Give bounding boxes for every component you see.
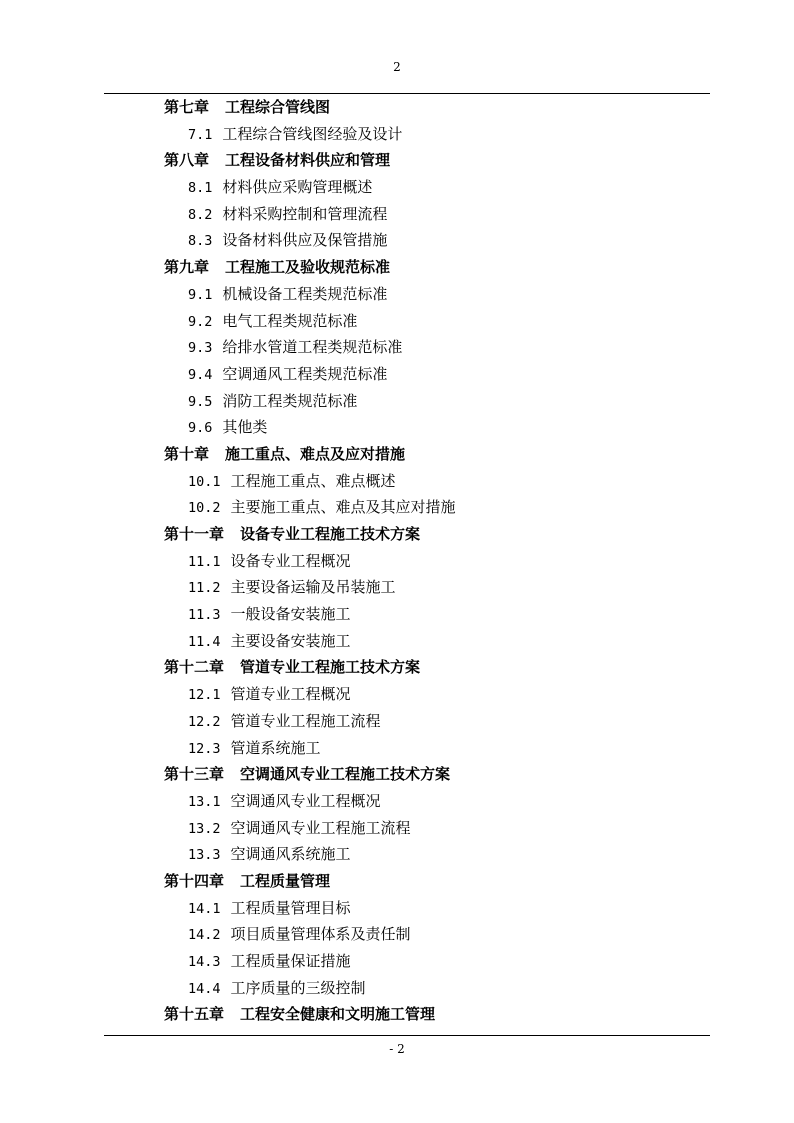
chapter-number: 第九章 <box>164 258 210 277</box>
chapter-number: 第十四章 <box>164 871 225 890</box>
section-title: 管道系统施工 <box>230 738 321 757</box>
section-number: 9.4 <box>188 366 213 383</box>
section-title: 空调通风系统施工 <box>230 845 351 864</box>
toc-section-entry <box>164 921 724 948</box>
table-of-contents <box>164 94 724 1028</box>
section-title: 给排水管道工程类规范标准 <box>222 338 403 357</box>
section-title: 工程施工重点、难点概述 <box>230 471 396 490</box>
footer-rule <box>104 1035 710 1036</box>
section-title: 电气工程类规范标准 <box>222 311 358 330</box>
toc-chapter-entry <box>164 868 724 895</box>
chapter-title: 工程综合管线图 <box>225 98 331 116</box>
toc-section-entry <box>164 414 724 441</box>
section-number: 12.3 <box>188 740 221 757</box>
toc-chapter-entry <box>164 521 724 548</box>
section-title: 设备材料供应及保管措施 <box>222 231 388 250</box>
section-number: 11.1 <box>188 553 221 570</box>
chapter-number: 第八章 <box>164 151 210 170</box>
toc-section-entry <box>164 201 724 228</box>
section-title: 空调通风专业工程施工流程 <box>230 818 411 837</box>
section-title: 主要设备安装施工 <box>230 631 351 650</box>
toc-section-entry <box>164 334 724 361</box>
toc-section-entry <box>164 735 724 762</box>
chapter-number: 第十五章 <box>164 1005 225 1024</box>
toc-chapter-entry <box>164 1001 724 1028</box>
chapter-title: 空调通风专业工程施工技术方案 <box>240 765 451 784</box>
toc-section-entry <box>164 121 724 148</box>
toc-section-entry <box>164 174 724 201</box>
toc-section-entry <box>164 948 724 975</box>
section-number: 13.1 <box>188 793 221 810</box>
toc-section-entry <box>164 574 724 601</box>
section-number: 9.1 <box>188 286 213 303</box>
chapter-number: 第十一章 <box>164 525 225 543</box>
section-number: 14.1 <box>188 900 221 917</box>
section-number: 8.2 <box>188 206 213 223</box>
section-number: 14.2 <box>188 927 221 944</box>
section-number: 11.2 <box>188 580 221 597</box>
chapter-number: 第十三章 <box>164 765 225 784</box>
chapter-title: 工程设备材料供应和管理 <box>225 151 391 170</box>
section-title: 一般设备安装施工 <box>230 605 351 624</box>
chapter-title: 工程安全健康和文明施工管理 <box>240 1005 436 1024</box>
chapter-title: 工程施工及验收规范标准 <box>225 258 391 277</box>
section-number: 11.3 <box>188 607 221 624</box>
section-title: 工序质量的三级控制 <box>230 978 366 997</box>
section-number: 9.5 <box>188 393 213 410</box>
section-title: 设备专业工程概况 <box>230 551 351 570</box>
toc-chapter-entry <box>164 654 724 681</box>
toc-section-entry <box>164 788 724 815</box>
section-title: 项目质量管理体系及责任制 <box>230 925 411 944</box>
toc-section-entry <box>164 841 724 868</box>
section-title: 工程质量保证措施 <box>230 952 351 970</box>
toc-section-entry <box>164 628 724 655</box>
section-number: 12.2 <box>188 713 221 730</box>
footer-page-number: - 2 <box>389 1042 405 1056</box>
toc-section-entry <box>164 708 724 735</box>
chapter-title: 设备专业工程施工技术方案 <box>240 525 421 543</box>
section-title: 管道专业工程概况 <box>230 685 351 704</box>
toc-section-entry <box>164 548 724 575</box>
toc-section-entry <box>164 308 724 335</box>
section-title: 空调通风专业工程概况 <box>230 791 381 810</box>
section-number: 14.3 <box>188 954 221 970</box>
toc-chapter-entry <box>164 147 724 174</box>
section-number: 8.3 <box>188 233 213 250</box>
toc-chapter-entry <box>164 254 724 281</box>
section-title: 其他类 <box>222 418 268 437</box>
toc-section-entry <box>164 388 724 415</box>
toc-section-entry <box>164 281 724 308</box>
chapter-number: 第十二章 <box>164 658 225 677</box>
section-title: 工程质量管理目标 <box>230 898 351 917</box>
section-title: 消防工程类规范标准 <box>222 391 358 410</box>
section-title: 管道专业工程施工流程 <box>230 711 381 730</box>
section-number: 13.3 <box>188 847 221 864</box>
chapter-title: 管道专业工程施工技术方案 <box>240 658 421 677</box>
toc-chapter-entry <box>164 94 724 121</box>
toc-section-entry <box>164 681 724 708</box>
chapter-title: 施工重点、难点及应对措施 <box>225 444 406 463</box>
section-number: 9.3 <box>188 340 213 357</box>
section-number: 11.4 <box>188 633 221 650</box>
section-number: 9.2 <box>188 313 213 330</box>
chapter-number: 第十章 <box>164 444 210 463</box>
toc-section-entry <box>164 601 724 628</box>
section-number: 14.4 <box>188 980 221 997</box>
section-number: 13.2 <box>188 820 221 837</box>
section-title: 空调通风工程类规范标准 <box>222 364 388 383</box>
section-title: 主要施工重点、难点及其应对措施 <box>230 498 456 517</box>
section-title: 主要设备运输及吊装施工 <box>230 578 396 597</box>
toc-section-entry <box>164 468 724 495</box>
section-title: 材料供应采购管理概述 <box>222 178 373 197</box>
section-title: 材料采购控制和管理流程 <box>222 204 388 223</box>
toc-chapter-entry <box>164 761 724 788</box>
chapter-number: 第七章 <box>164 98 210 116</box>
section-number: 10.1 <box>188 473 221 490</box>
section-number: 7.1 <box>188 126 213 143</box>
section-number: 10.2 <box>188 500 221 517</box>
section-number: 8.1 <box>188 180 213 197</box>
chapter-title: 工程质量管理 <box>240 871 331 890</box>
section-title: 工程综合管线图经验及设计 <box>222 124 403 143</box>
toc-section-entry <box>164 975 724 1002</box>
toc-section-entry <box>164 361 724 388</box>
section-number: 9.6 <box>188 420 213 437</box>
section-title: 机械设备工程类规范标准 <box>222 284 388 303</box>
toc-section-entry <box>164 227 724 254</box>
header-page-number: 2 <box>393 60 401 74</box>
toc-section-entry <box>164 815 724 842</box>
section-number: 12.1 <box>188 687 221 704</box>
toc-section-entry <box>164 494 724 521</box>
toc-section-entry <box>164 895 724 922</box>
toc-chapter-entry <box>164 441 724 468</box>
